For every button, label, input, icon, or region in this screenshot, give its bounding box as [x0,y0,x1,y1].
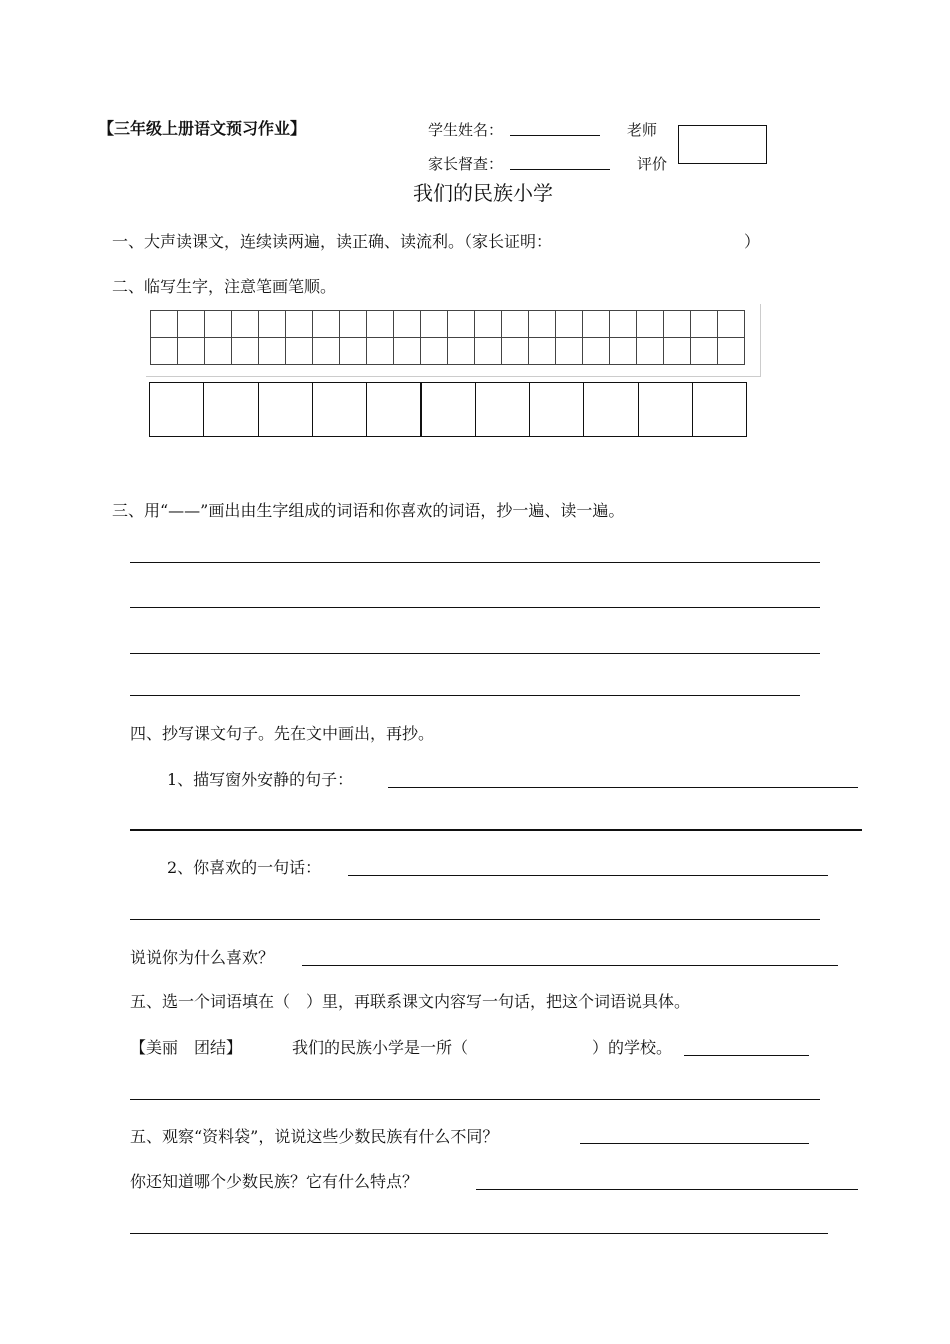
answer-line[interactable] [130,1233,828,1234]
question-1: 一、大声读课文，连续读两遍，读正确、读流利。（家长证明： [112,232,553,251]
answer-line[interactable] [302,965,838,966]
teacher-label: 老师 [627,121,658,139]
character-cell[interactable] [258,382,313,437]
parent-check-field[interactable] [510,152,610,170]
answer-line[interactable] [580,1143,809,1144]
answer-line[interactable] [348,875,828,876]
character-cell[interactable] [421,382,476,437]
student-name-label: 学生姓名： [428,121,504,139]
question-4: 四、抄写课文句子。先在文中画出，再抄。 [130,724,435,743]
sentence-start: 我们的民族小学是一所（ [292,1038,469,1057]
evaluation-label: 评价 [637,155,668,173]
answer-line[interactable] [130,695,800,696]
pinyin-grid-frame [146,304,761,377]
word-choices: 【美丽 团结】 [130,1038,243,1057]
answer-line[interactable] [130,1099,820,1100]
answer-line[interactable] [130,653,820,654]
question-5a: 五、选一个词语填在（ ）里，再联系课文内容写一句话，把这个词语说具体。 [130,992,691,1011]
teacher-evaluation-box[interactable] [678,125,767,164]
answer-line[interactable] [130,562,820,563]
question-1-close: ） [744,232,761,251]
question-4-item-1: 1、描写窗外安静的句子： [167,770,354,789]
answer-line[interactable] [476,1189,858,1190]
character-cell[interactable] [203,382,258,437]
lesson-title: 我们的民族小学 [413,181,553,205]
character-cell[interactable] [312,382,367,437]
character-cell[interactable] [149,382,204,437]
sentence-end: ）的学校。 [592,1038,673,1057]
answer-line[interactable] [130,829,862,831]
worksheet-header-title: 【三年级上册语文预习作业】 [98,119,307,138]
character-cell[interactable] [366,382,421,437]
character-cell[interactable] [529,382,584,437]
answer-line[interactable] [388,787,858,788]
parent-check-label: 家长督查： [428,155,504,173]
question-4-why: 说说你为什么喜欢？ [130,948,275,967]
question-2: 二、临写生字，注意笔画笔顺。 [112,277,337,296]
answer-line[interactable] [684,1055,809,1056]
character-cell[interactable] [583,382,638,437]
answer-line[interactable] [130,607,820,608]
question-5b-part-2: 你还知道哪个少数民族？它有什么特点？ [130,1172,419,1191]
student-name-field[interactable] [510,118,600,136]
character-cell[interactable] [692,382,747,437]
character-cell[interactable] [638,382,693,437]
answer-line[interactable] [130,919,820,920]
question-5b: 五、观察“资料袋”，说说这些少数民族有什么不同？ [130,1127,499,1146]
question-3: 三、用“——”画出由生字组成的词语和你喜欢的词语，抄一遍、读一遍。 [112,501,625,520]
character-cell[interactable] [475,382,530,437]
question-4-item-2: 2、你喜欢的一句话： [167,858,322,877]
